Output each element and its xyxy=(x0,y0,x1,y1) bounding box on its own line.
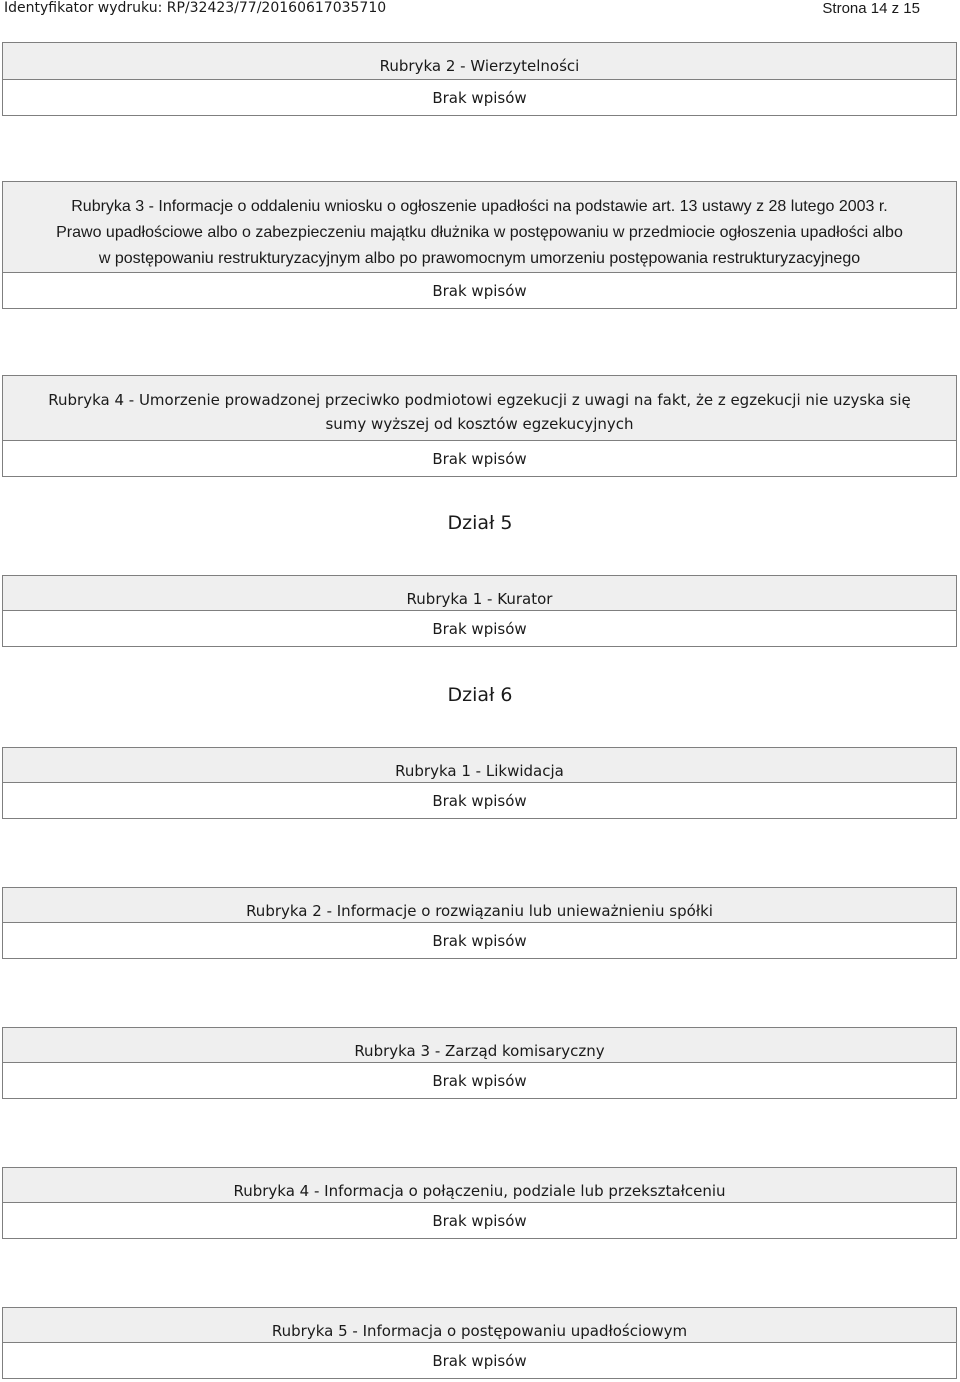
page-number: Strona 14 z 15 xyxy=(822,0,920,17)
dzial-6-heading: Dział 6 xyxy=(447,684,513,706)
section-rubryka-1-likwidacja xyxy=(2,747,957,819)
section-body: Brak wpisów xyxy=(2,1343,957,1379)
section-title: Rubryka 1 - Likwidacja xyxy=(2,747,957,783)
section-rubryka-4-umorzenie xyxy=(2,375,957,477)
section-body: Brak wpisów xyxy=(2,273,957,309)
section-title: Rubryka 2 - Wierzytelności xyxy=(2,42,957,80)
section-title: Rubryka 1 - Kurator xyxy=(2,575,957,611)
section-title-line: Rubryka 4 - Umorzenie prowadzonej przeciwko podmiotowi egzekucji z uwagi na fakt, że z egzekucji nie uzyska się xyxy=(48,391,911,409)
section-title xyxy=(2,181,957,273)
section-rubryka-4-polaczenie xyxy=(2,1167,957,1239)
print-identifier: Identyfikator wydruku: RP/32423/77/20160617035710 xyxy=(4,0,387,16)
section-rubryka-2-wierzytelnosci xyxy=(2,42,957,116)
section-rubryka-1-kurator xyxy=(2,575,957,647)
section-body: Brak wpisów xyxy=(2,1063,957,1099)
section-title xyxy=(2,375,957,441)
section-rubryka-5-postepowanie-upadlosciowe xyxy=(2,1307,957,1379)
section-body: Brak wpisów xyxy=(2,1203,957,1239)
section-body: Brak wpisów xyxy=(2,80,957,116)
section-title: Rubryka 4 - Informacja o połączeniu, podziale lub przekształceniu xyxy=(2,1167,957,1203)
section-title-line: sumy wyższej od kosztów egzekucyjnych xyxy=(325,415,634,433)
section-title: Rubryka 3 - Zarząd komisaryczny xyxy=(2,1027,957,1063)
section-title: Rubryka 5 - Informacja o postępowaniu upadłościowym xyxy=(2,1307,957,1343)
section-title-line: Prawo upadłościowe albo o zabezpieczeniu majątku dłużnika w postępowaniu w przedmiocie ogłoszenia upadłości albo xyxy=(56,224,903,241)
section-rubryka-2-rozwiazanie xyxy=(2,887,957,959)
section-body: Brak wpisów xyxy=(2,783,957,819)
section-title: Rubryka 2 - Informacje o rozwiązaniu lub unieważnieniu spółki xyxy=(2,887,957,923)
section-body: Brak wpisów xyxy=(2,923,957,959)
section-body: Brak wpisów xyxy=(2,441,957,477)
section-title-line: Rubryka 3 - Informacje o oddaleniu wniosku o ogłoszenie upadłości na podstawie art. 13 ustawy z 28 lutego 2003 r. xyxy=(71,198,888,215)
section-title-line: w postępowaniu restrukturyzacyjnym albo po prawomocnym umorzeniu postępowania restrukturyzacyjnego xyxy=(98,250,861,267)
section-rubryka-3-oddalenie-wniosku xyxy=(2,181,957,309)
section-rubryka-3-zarzad-komisaryczny xyxy=(2,1027,957,1099)
section-body: Brak wpisów xyxy=(2,611,957,647)
dzial-5-heading: Dział 5 xyxy=(447,512,513,534)
